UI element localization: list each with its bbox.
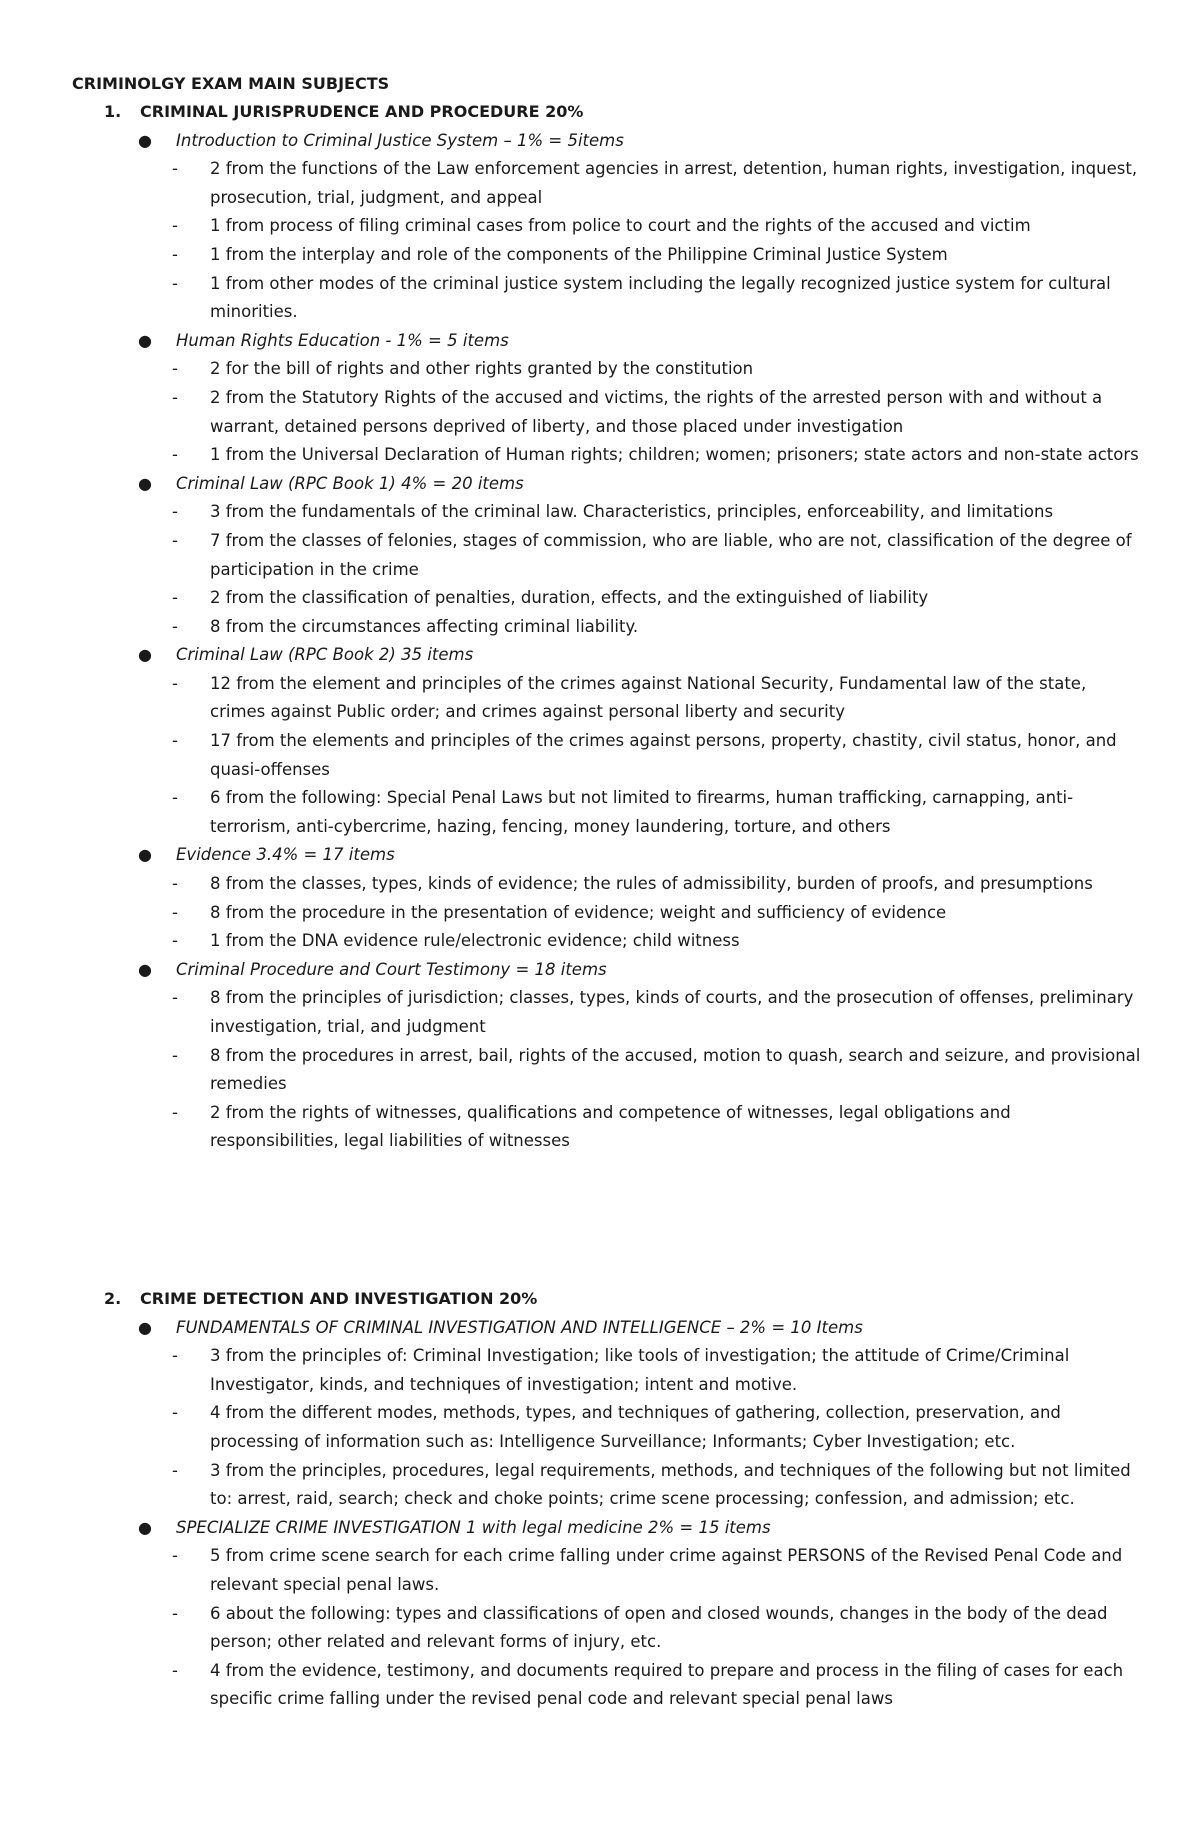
list-item	[72, 441, 1152, 470]
topic	[72, 641, 1152, 841]
bullet-icon: ●	[138, 330, 152, 350]
list-item	[72, 1099, 1152, 1156]
list-item	[72, 1457, 1152, 1514]
dash-icon: -	[172, 1546, 178, 1566]
list-item	[72, 1342, 1152, 1399]
list-item-text: 2 from the classification of penalties, duration, effects, and the extinguished of liability	[210, 588, 929, 608]
section-number: 2.	[104, 1289, 122, 1308]
list-item-text: 3 from the fundamentals of the criminal law. Characteristics, principles, enforceability, and limitations	[210, 502, 1054, 522]
section-heading	[72, 98, 1152, 127]
list-item-text: 4 from the different modes, methods, types, and techniques of gathering, collection, preservation, and processing of information such as: Intelligence Surveillance; Informants; Cyber Investigation; etc.	[210, 1403, 1061, 1451]
dash-icon: -	[172, 731, 178, 751]
bullet-icon: ●	[138, 130, 152, 150]
list-item-text: 5 from crime scene search for each crime falling under crime against PERSONS of the Revised Penal Code and relevant special penal laws.	[210, 1546, 1123, 1594]
dash-icon: -	[172, 1346, 178, 1366]
dash-icon: -	[172, 988, 178, 1008]
dash-icon: -	[172, 359, 178, 379]
topic-heading	[72, 127, 1152, 156]
dash-icon: -	[172, 1403, 178, 1423]
bullet-icon: ●	[138, 845, 152, 865]
topic	[72, 470, 1152, 642]
list-item-text: 8 from the circumstances affecting criminal liability.	[210, 616, 639, 636]
list-item-text: 8 from the principles of jurisdiction; classes, types, kinds of courts, and the prosecution of offenses, preliminary investigation, trial, and judgment	[210, 988, 1134, 1036]
list-item	[72, 527, 1152, 584]
dash-icon: -	[172, 445, 178, 465]
topic-title: Human Rights Education - 1% = 5 items	[176, 330, 509, 350]
section-heading	[72, 1285, 1152, 1314]
dash-icon: -	[172, 159, 178, 179]
section-2	[72, 1285, 1152, 1714]
list-item	[72, 270, 1152, 327]
dash-icon: -	[172, 1102, 178, 1122]
list-item-text: 6 from the following: Special Penal Laws but not limited to firearms, human trafficking, carnapping, anti-terrorism, anti-cybercrime, hazing, fencing, money laundering, torture, and others	[210, 788, 1074, 836]
list-item	[72, 355, 1152, 384]
list-item	[72, 670, 1152, 727]
topic-title: FUNDAMENTALS OF CRIMINAL INVESTIGATION AND INTELLIGENCE – 2% = 10 Items	[176, 1317, 863, 1337]
topic-title: Criminal Law (RPC Book 1) 4% = 20 items	[176, 473, 524, 493]
dash-icon: -	[172, 616, 178, 636]
topic-list	[72, 127, 1152, 1156]
bullet-icon: ●	[138, 473, 152, 493]
list-item	[72, 584, 1152, 613]
list-item	[72, 155, 1152, 212]
dash-icon: -	[172, 788, 178, 808]
list-item-text: 8 from the procedure in the presentation of evidence; weight and sufficiency of evidence	[210, 902, 947, 922]
list-item-text: 1 from other modes of the criminal justice system including the legally recognized justice system for cultural minorities.	[210, 273, 1111, 322]
list-item-text: 4 from the evidence, testimony, and documents required to prepare and process in the filing of cases for each specific crime falling under the revised penal code and relevant special penal laws	[210, 1660, 1124, 1709]
dash-icon: -	[172, 530, 178, 550]
list-item	[72, 1657, 1152, 1714]
topic-heading	[72, 1314, 1152, 1343]
topic-title: Criminal Procedure and Court Testimony = 18 items	[176, 959, 607, 979]
topic-list	[72, 1314, 1152, 1714]
dash-icon: -	[172, 588, 178, 608]
list-item	[72, 927, 1152, 956]
list-item	[72, 1042, 1152, 1099]
dash-icon: -	[172, 673, 178, 693]
dash-icon: -	[172, 502, 178, 522]
dash-icon: -	[172, 1603, 178, 1623]
list-item-text: 2 from the Statutory Rights of the accused and victims, the rights of the arrested person with and without a warrant, detained persons deprived of liberty, and those placed under investigation	[210, 387, 1103, 436]
list-item-text: 1 from the DNA evidence rule/electronic evidence; child witness	[210, 931, 740, 951]
topic-title: SPECIALIZE CRIME INVESTIGATION 1 with legal medicine 2% = 15 items	[176, 1517, 771, 1537]
topic	[72, 127, 1152, 327]
list-item	[72, 899, 1152, 928]
list-item	[72, 727, 1152, 784]
dash-icon: -	[172, 387, 178, 407]
section-1	[72, 98, 1152, 1156]
topic-heading	[72, 641, 1152, 670]
section-number: 1.	[104, 102, 122, 121]
list-item	[72, 498, 1152, 527]
list-item-text: 1 from the Universal Declaration of Human rights; children; women; prisoners; state actors and non-state actors	[210, 445, 1139, 465]
list-item-text: 1 from process of filing criminal cases from police to court and the rights of the accused and victim	[210, 216, 1031, 236]
topic-title: Evidence 3.4% = 17 items	[176, 845, 395, 865]
bullet-icon: ●	[138, 959, 152, 979]
list-item	[72, 613, 1152, 642]
topic-heading	[72, 841, 1152, 870]
topic	[72, 841, 1152, 955]
topic	[72, 956, 1152, 1156]
list-item	[72, 212, 1152, 241]
dash-icon: -	[172, 1045, 178, 1065]
dash-icon: -	[172, 931, 178, 951]
list-item	[72, 241, 1152, 270]
list-item	[72, 784, 1152, 841]
list-item	[72, 384, 1152, 441]
list-item-text: 2 from the functions of the Law enforcement agencies in arrest, detention, human rights, investigation, inquest, prosecution, trial, judgment, and appeal	[210, 159, 1138, 207]
dash-icon: -	[172, 1660, 178, 1680]
bullet-icon: ●	[138, 1517, 152, 1537]
list-item	[72, 1399, 1152, 1456]
topic-heading	[72, 956, 1152, 985]
dash-icon: -	[172, 874, 178, 894]
list-item-text: 3 from the principles, procedures, legal requirements, methods, and techniques of the following but not limited to: arrest, raid, search; check and choke points; crime scene processing; confession, and admission; etc.	[210, 1460, 1131, 1509]
dash-icon: -	[172, 902, 178, 922]
list-item-text: 2 for the bill of rights and other rights granted by the constitution	[210, 359, 754, 379]
list-item-text: 12 from the element and principles of the crimes against National Security, Fundamental law of the state, crimes against Public order; and crimes against personal liberty and security	[210, 673, 1087, 722]
dash-icon: -	[172, 216, 178, 236]
topic-title: Introduction to Criminal Justice System – 1% = 5items	[176, 130, 624, 150]
list-item	[72, 1600, 1152, 1657]
topic-heading	[72, 1514, 1152, 1543]
dash-icon: -	[172, 273, 178, 293]
bullet-icon: ●	[138, 1317, 152, 1337]
bullet-icon: ●	[138, 645, 152, 665]
document-title: CRIMINOLGY EXAM MAIN SUBJECTS	[72, 74, 390, 93]
section-title: CRIME DETECTION AND INVESTIGATION 20%	[140, 1289, 538, 1308]
topic-title: Criminal Law (RPC Book 2) 35 items	[176, 645, 474, 665]
topic-heading	[72, 470, 1152, 499]
list-item-text: 6 about the following: types and classifications of open and closed wounds, changes in the body of the dead person; other related and relevant forms of injury, etc.	[210, 1603, 1108, 1652]
list-item	[72, 1542, 1152, 1599]
topic-heading	[72, 327, 1152, 356]
dash-icon: -	[172, 244, 178, 264]
list-item	[72, 870, 1152, 899]
list-item-text: 1 from the interplay and role of the components of the Philippine Criminal Justice System	[210, 244, 948, 264]
topic	[72, 1314, 1152, 1514]
list-item-text: 17 from the elements and principles of the crimes against persons, property, chastity, civil status, honor, and quasi-offenses	[210, 731, 1117, 779]
dash-icon: -	[172, 1460, 178, 1480]
section-title: CRIMINAL JURISPRUDENCE AND PROCEDURE 20%	[140, 102, 584, 121]
topic	[72, 327, 1152, 470]
list-item-text: 8 from the procedures in arrest, bail, rights of the accused, motion to quash, search and seizure, and provisional remedies	[210, 1045, 1141, 1094]
list-item-text: 8 from the classes, types, kinds of evidence; the rules of admissibility, burden of proofs, and presumptions	[210, 874, 1093, 894]
list-item	[72, 984, 1152, 1041]
list-item-text: 3 from the principles of: Criminal Investigation; like tools of investigation; the attitude of Crime/Criminal Investigator, kinds, and techniques of investigation; intent and motive.	[210, 1346, 1070, 1394]
list-item-text: 2 from the rights of witnesses, qualifications and competence of witnesses, legal obligations and responsibilities, legal liabilities of witnesses	[210, 1102, 1011, 1151]
list-item-text: 7 from the classes of felonies, stages of commission, who are liable, who are not, classification of the degree of participation in the crime	[210, 530, 1132, 579]
topic	[72, 1514, 1152, 1714]
